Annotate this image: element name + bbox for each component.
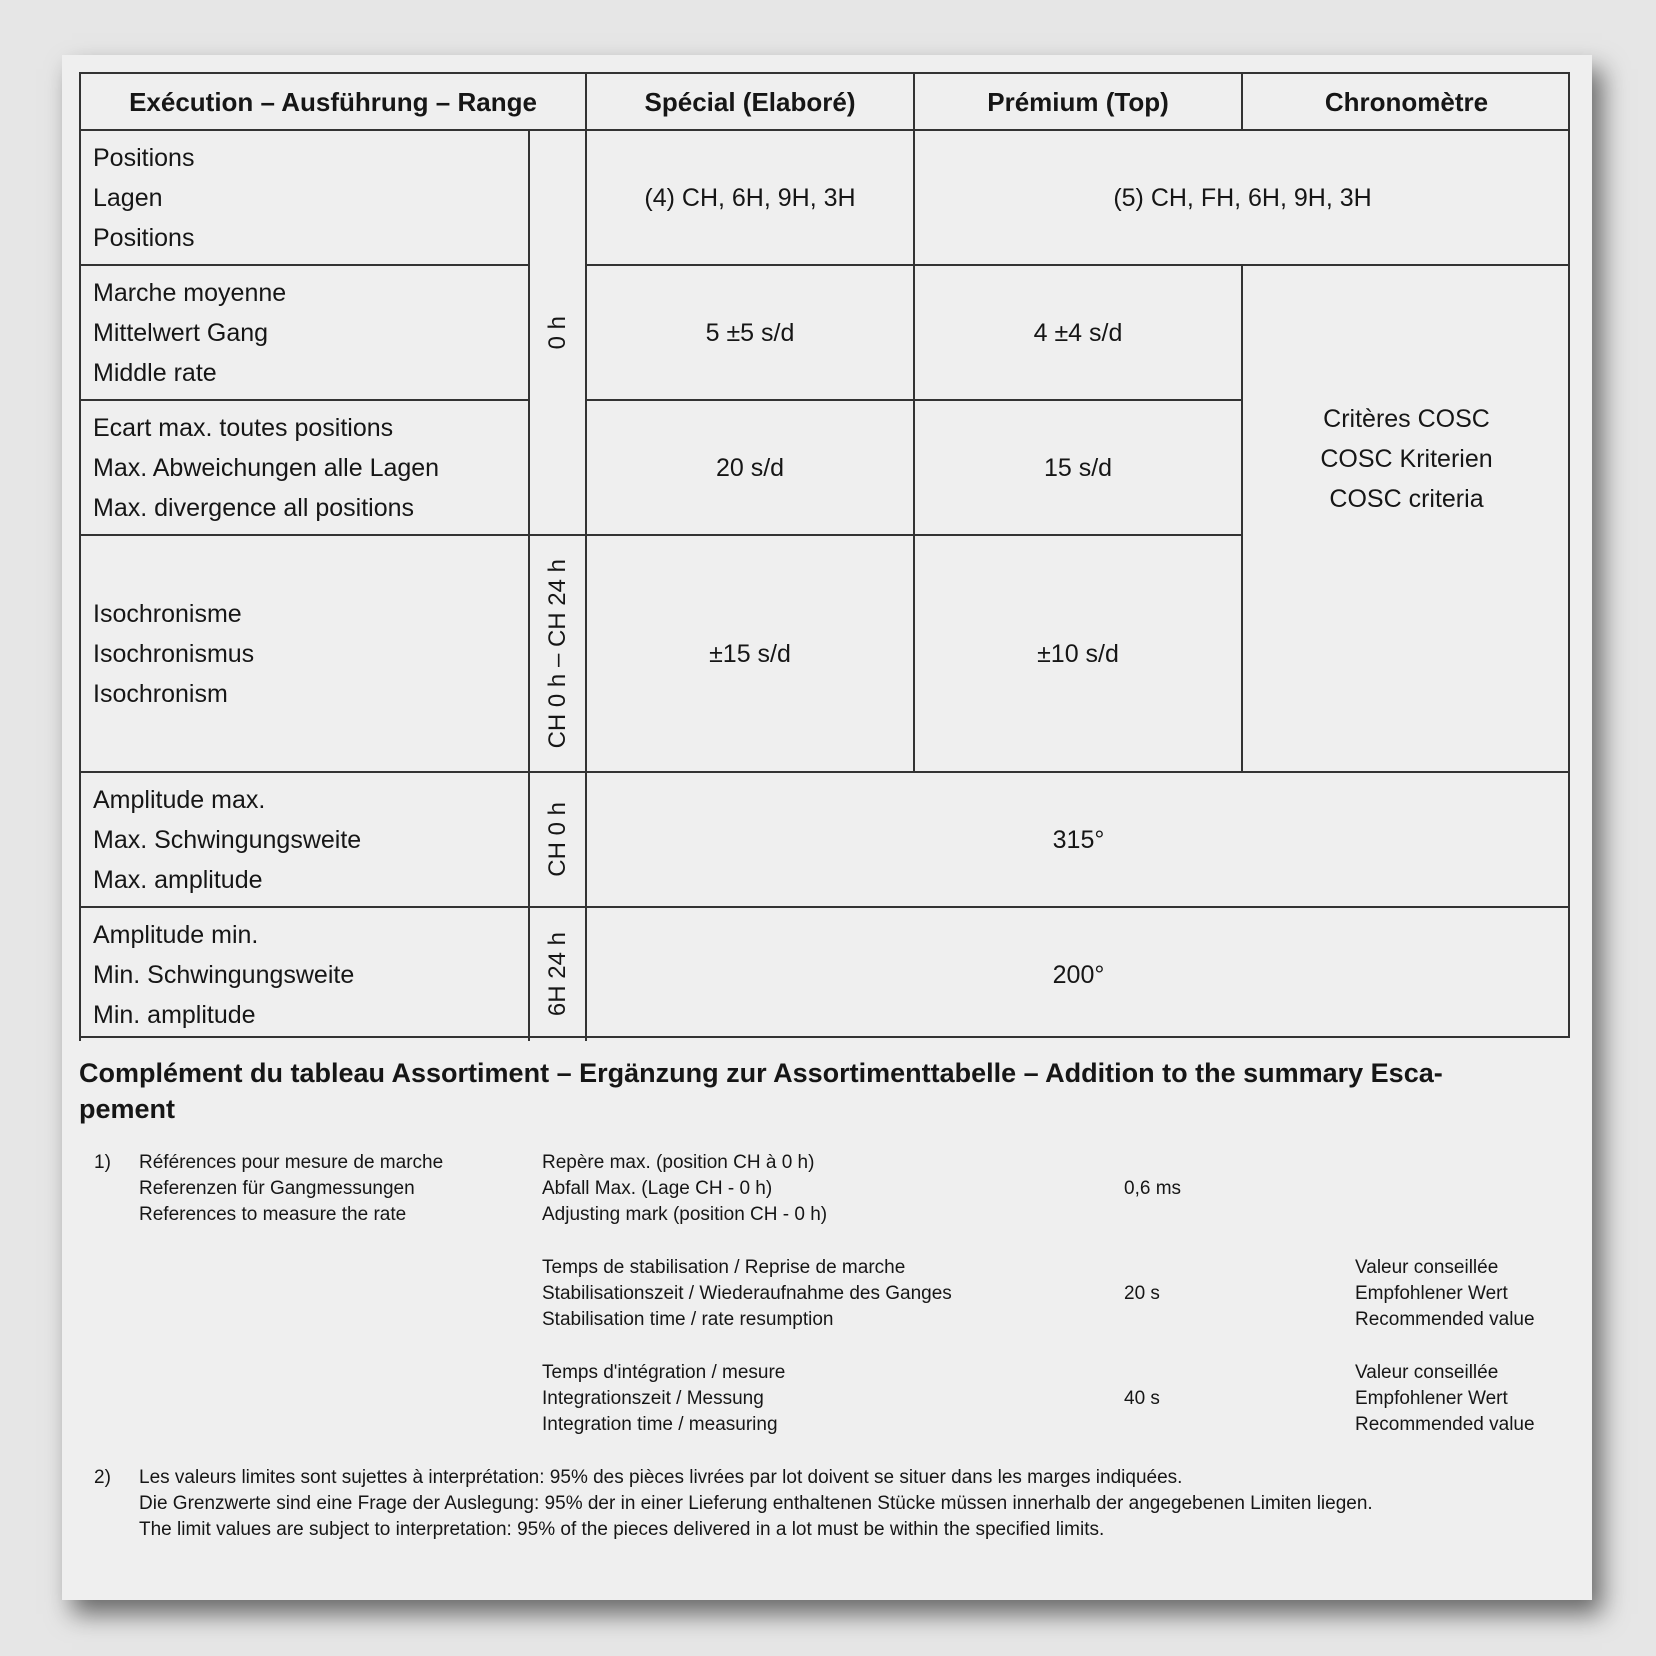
note1-number: 1)	[94, 1152, 111, 1173]
cell-max-divergence-special: 20 s/d	[585, 399, 913, 534]
integration-recommendation	[1355, 1360, 1535, 1438]
header-premium: Prémium (Top)	[913, 72, 1241, 129]
side-label-text: CH 0 h	[543, 802, 571, 877]
side-label-text: 0 h	[543, 315, 571, 350]
cell-amplitude-max: 315°	[585, 771, 1570, 906]
label-de: Lagen	[93, 183, 163, 212]
label-en: Min. amplitude	[93, 1000, 256, 1029]
side-label-0h	[528, 129, 585, 534]
side-label-6h-24h	[528, 906, 585, 1041]
row-label-positions	[79, 129, 528, 264]
label-de: Min. Schwingungsweite	[93, 960, 355, 989]
label-fr: Marche moyenne	[93, 278, 287, 307]
references-de: Referenzen für Gangmessungen	[139, 1178, 415, 1199]
cell-isochronism-premium: ±10 s/d	[913, 534, 1241, 771]
stabilisation-recommendation	[1355, 1255, 1535, 1333]
label-en: Max. divergence all positions	[93, 493, 414, 522]
label-de: Isochronismus	[93, 639, 255, 668]
header-special: Spécial (Elaboré)	[585, 72, 913, 129]
side-label-ch-0h-24h	[528, 534, 585, 771]
label-fr: Isochronisme	[93, 599, 242, 628]
cell-middle-rate-special: 5 ±5 s/d	[585, 264, 913, 399]
recommendation-en: Recommended value	[1355, 1309, 1535, 1330]
adjusting-mark-de: Abfall Max. (Lage CH - 0 h)	[542, 1178, 773, 1199]
label-en: Middle rate	[93, 358, 217, 387]
header-execution: Exécution – Ausführung – Range	[79, 72, 585, 129]
adjusting-mark-value: 0,6 ms	[1124, 1178, 1182, 1199]
label-en: Isochronism	[93, 679, 228, 708]
stabilisation-label	[542, 1255, 952, 1333]
label-de: Mittelwert Gang	[93, 318, 269, 347]
stabilisation-de: Stabilisationszeit / Wiederaufnahme des Ganges	[542, 1283, 952, 1304]
note2-en: The limit values are subject to interpretation: 95% of the pieces delivered in a lot must be within the specified limits.	[139, 1519, 1105, 1540]
recommendation-en: Recommended value	[1355, 1414, 1535, 1435]
references-fr: Références pour mesure de marche	[139, 1152, 444, 1173]
note2-text	[139, 1465, 1373, 1543]
cosc-de: COSC Kriterien	[1320, 444, 1493, 473]
note2-de: Die Grenzwerte sind eine Frage der Auslegung: 95% der in einer Lieferung enthaltenen Stücke müssen innerhalb der angegebenen Limiten liegen.	[139, 1493, 1373, 1514]
cell-isochronism-special: ±15 s/d	[585, 534, 913, 771]
label-de: Max. Abweichungen alle Lagen	[93, 453, 440, 482]
document-page	[62, 55, 1592, 1600]
adjusting-mark-label	[542, 1150, 827, 1228]
complement-title-line2: pement	[79, 1094, 176, 1124]
side-label-ch-0h	[528, 771, 585, 906]
row-label-amplitude-min	[79, 906, 528, 1041]
stabilisation-value: 20 s	[1124, 1283, 1160, 1304]
integration-fr: Temps d'intégration / mesure	[542, 1362, 786, 1383]
row-label-isochronism	[79, 534, 528, 771]
cell-cosc-criteria	[1241, 264, 1570, 771]
label-fr: Ecart max. toutes positions	[93, 413, 394, 442]
note1-references	[139, 1150, 443, 1228]
recommendation-de: Empfohlener Wert	[1355, 1283, 1508, 1304]
cell-max-divergence-premium: 15 s/d	[913, 399, 1241, 534]
cell-positions-premium-chrono: (5) CH, FH, 6H, 9H, 3H	[913, 129, 1570, 264]
label-fr: Amplitude max.	[93, 785, 266, 814]
note2-number: 2)	[94, 1467, 111, 1488]
note2-fr: Les valeurs limites sont sujettes à interprétation: 95% des pièces livrées par lot doivent se situer dans les marges indiquées.	[139, 1467, 1183, 1488]
adjusting-mark-fr: Repère max. (position CH à 0 h)	[542, 1152, 815, 1173]
recommendation-fr: Valeur conseillée	[1355, 1362, 1499, 1383]
cell-positions-special: (4) CH, 6H, 9H, 3H	[585, 129, 913, 264]
side-label-text: 6H 24 h	[543, 932, 571, 1017]
label-en: Max. amplitude	[93, 865, 263, 894]
integration-label	[542, 1360, 785, 1438]
label-de: Max. Schwingungsweite	[93, 825, 362, 854]
label-en: Positions	[93, 223, 195, 252]
cosc-fr: Critères COSC	[1323, 404, 1490, 433]
references-en: References to measure the rate	[139, 1204, 407, 1225]
row-label-max-divergence	[79, 399, 528, 534]
cell-middle-rate-premium: 4 ±4 s/d	[913, 264, 1241, 399]
integration-en: Integration time / measuring	[542, 1414, 778, 1435]
row-label-amplitude-max	[79, 771, 528, 906]
cell-amplitude-min: 200°	[585, 906, 1570, 1041]
side-label-text: CH 0 h – CH 24 h	[543, 558, 571, 749]
adjusting-mark-en: Adjusting mark (position CH - 0 h)	[542, 1204, 828, 1225]
complement-title-line1: Complément du tableau Assortiment – Ergänzung zur Assortimenttabelle – Addition to the summary Esca-	[79, 1058, 1443, 1088]
label-fr: Amplitude min.	[93, 920, 259, 949]
integration-de: Integrationszeit / Messung	[542, 1388, 764, 1409]
recommendation-fr: Valeur conseillée	[1355, 1257, 1499, 1278]
complement-title	[79, 1055, 1579, 1127]
row-label-middle-rate	[79, 264, 528, 399]
integration-value: 40 s	[1124, 1388, 1160, 1409]
recommendation-de: Empfohlener Wert	[1355, 1388, 1508, 1409]
label-fr: Positions	[93, 143, 195, 172]
stabilisation-fr: Temps de stabilisation / Reprise de marche	[542, 1257, 906, 1278]
stabilisation-en: Stabilisation time / rate resumption	[542, 1309, 834, 1330]
cosc-en: COSC criteria	[1329, 484, 1484, 513]
header-chronometre: Chronomètre	[1241, 72, 1570, 129]
assortment-table	[79, 72, 1570, 1038]
